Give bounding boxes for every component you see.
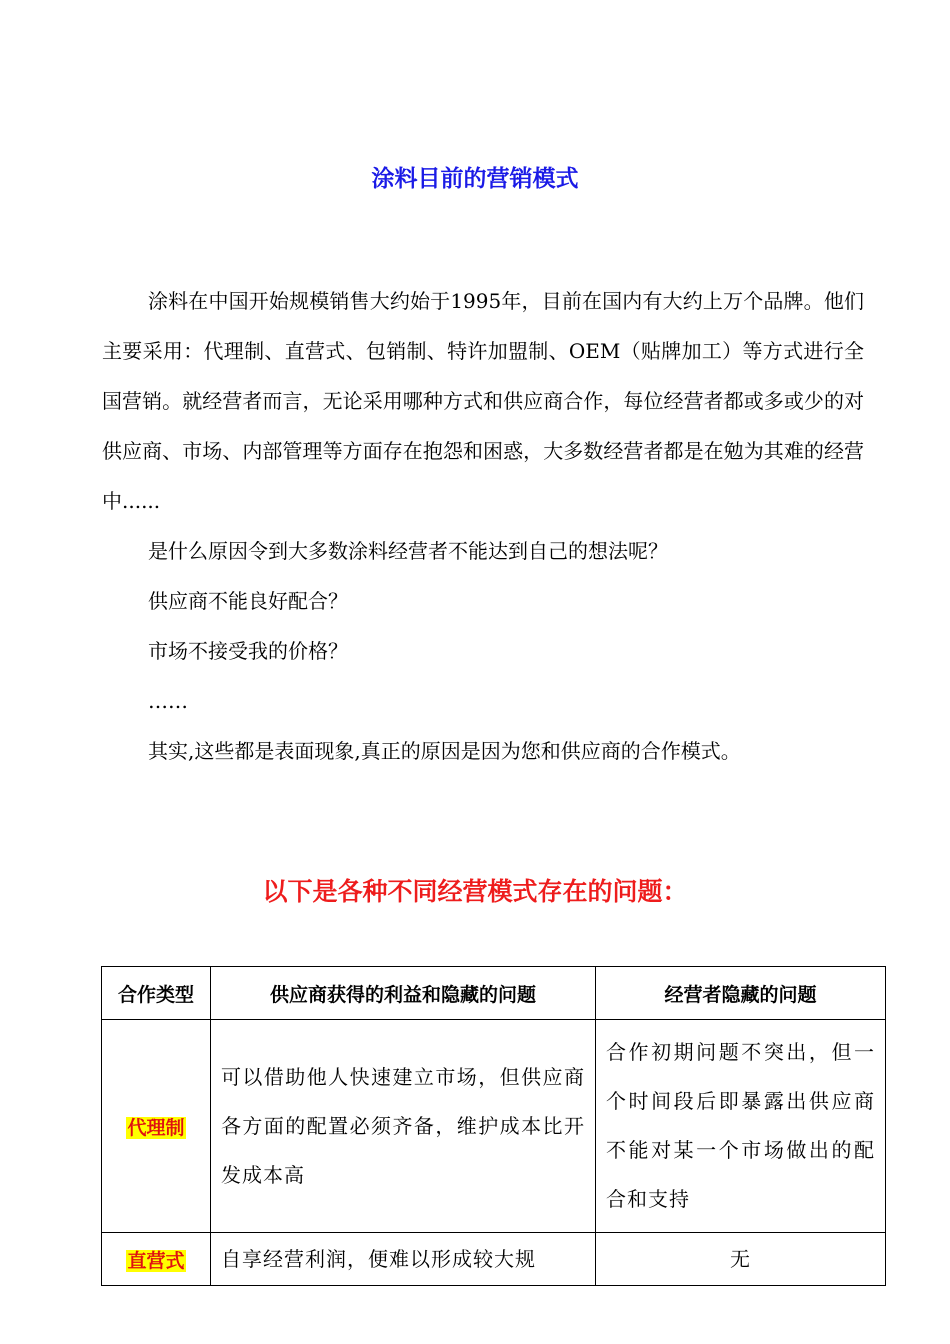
paragraph-question: 是什么原因令到大多数涂料经营者不能达到自己的想法呢？ bbox=[148, 539, 668, 563]
paragraph-ellipsis: …… bbox=[148, 689, 188, 713]
operator-text: 无 bbox=[730, 1247, 751, 1271]
paragraph-conclusion: 其实,这些都是表面现象,真正的原因是因为您和供应商的合作模式。 bbox=[148, 739, 741, 763]
type-cell bbox=[102, 1233, 211, 1286]
table-header-row bbox=[102, 967, 886, 1020]
paragraph-market-question: 市场不接受我的价格？ bbox=[148, 639, 348, 663]
header-cooperation-type: 合作类型 bbox=[102, 967, 211, 1020]
operator-text: 合作初期问题不突出，但一个时间段后即暴露出供应商不能对某一个市场做出的配合和支持 bbox=[606, 1040, 875, 1211]
body-text bbox=[102, 276, 864, 776]
paragraph-supplier-question: 供应商不能良好配合？ bbox=[148, 589, 348, 613]
type-label-agency: 代理制 bbox=[127, 1116, 185, 1139]
paragraph-intro: 涂料在中国开始规模销售大约始于1995年，目前在国内有大约上万个品牌。他们主要采用：代理制、直营式、包销制、特许加盟制、OEM（贴牌加工）等方式进行全国营销。就经营者而言，无论采用哪种方式和供应商合作，每位经营者都或多或少的对供应商、市场、内部管理等方面存在抱怨和困惑，大多数经营者都是在勉为其难的经营中...... bbox=[102, 289, 864, 513]
supplier-cell bbox=[211, 1020, 596, 1233]
header-supplier-issues: 供应商获得的利益和隐藏的问题 bbox=[211, 967, 596, 1020]
supplier-text: 可以借助他人快速建立市场，但供应商各方面的配置必须齐备，维护成本比开发成本高 bbox=[221, 1064, 585, 1187]
operator-cell bbox=[596, 1233, 886, 1286]
supplier-cell bbox=[211, 1233, 596, 1286]
cooperation-modes-table bbox=[101, 966, 886, 1286]
supplier-text: 自享经营利润，便难以形成较大规 bbox=[221, 1247, 536, 1271]
table-row bbox=[102, 1020, 886, 1233]
operator-cell bbox=[596, 1020, 886, 1233]
page-title: 涂料目前的营销模式 bbox=[371, 166, 579, 192]
table-row bbox=[102, 1233, 886, 1286]
header-operator-issues: 经营者隐藏的问题 bbox=[596, 967, 886, 1020]
section-subtitle: 以下是各种不同经营模式存在的问题： bbox=[262, 877, 688, 906]
type-cell bbox=[102, 1020, 211, 1233]
type-label-direct: 直营式 bbox=[127, 1249, 185, 1272]
